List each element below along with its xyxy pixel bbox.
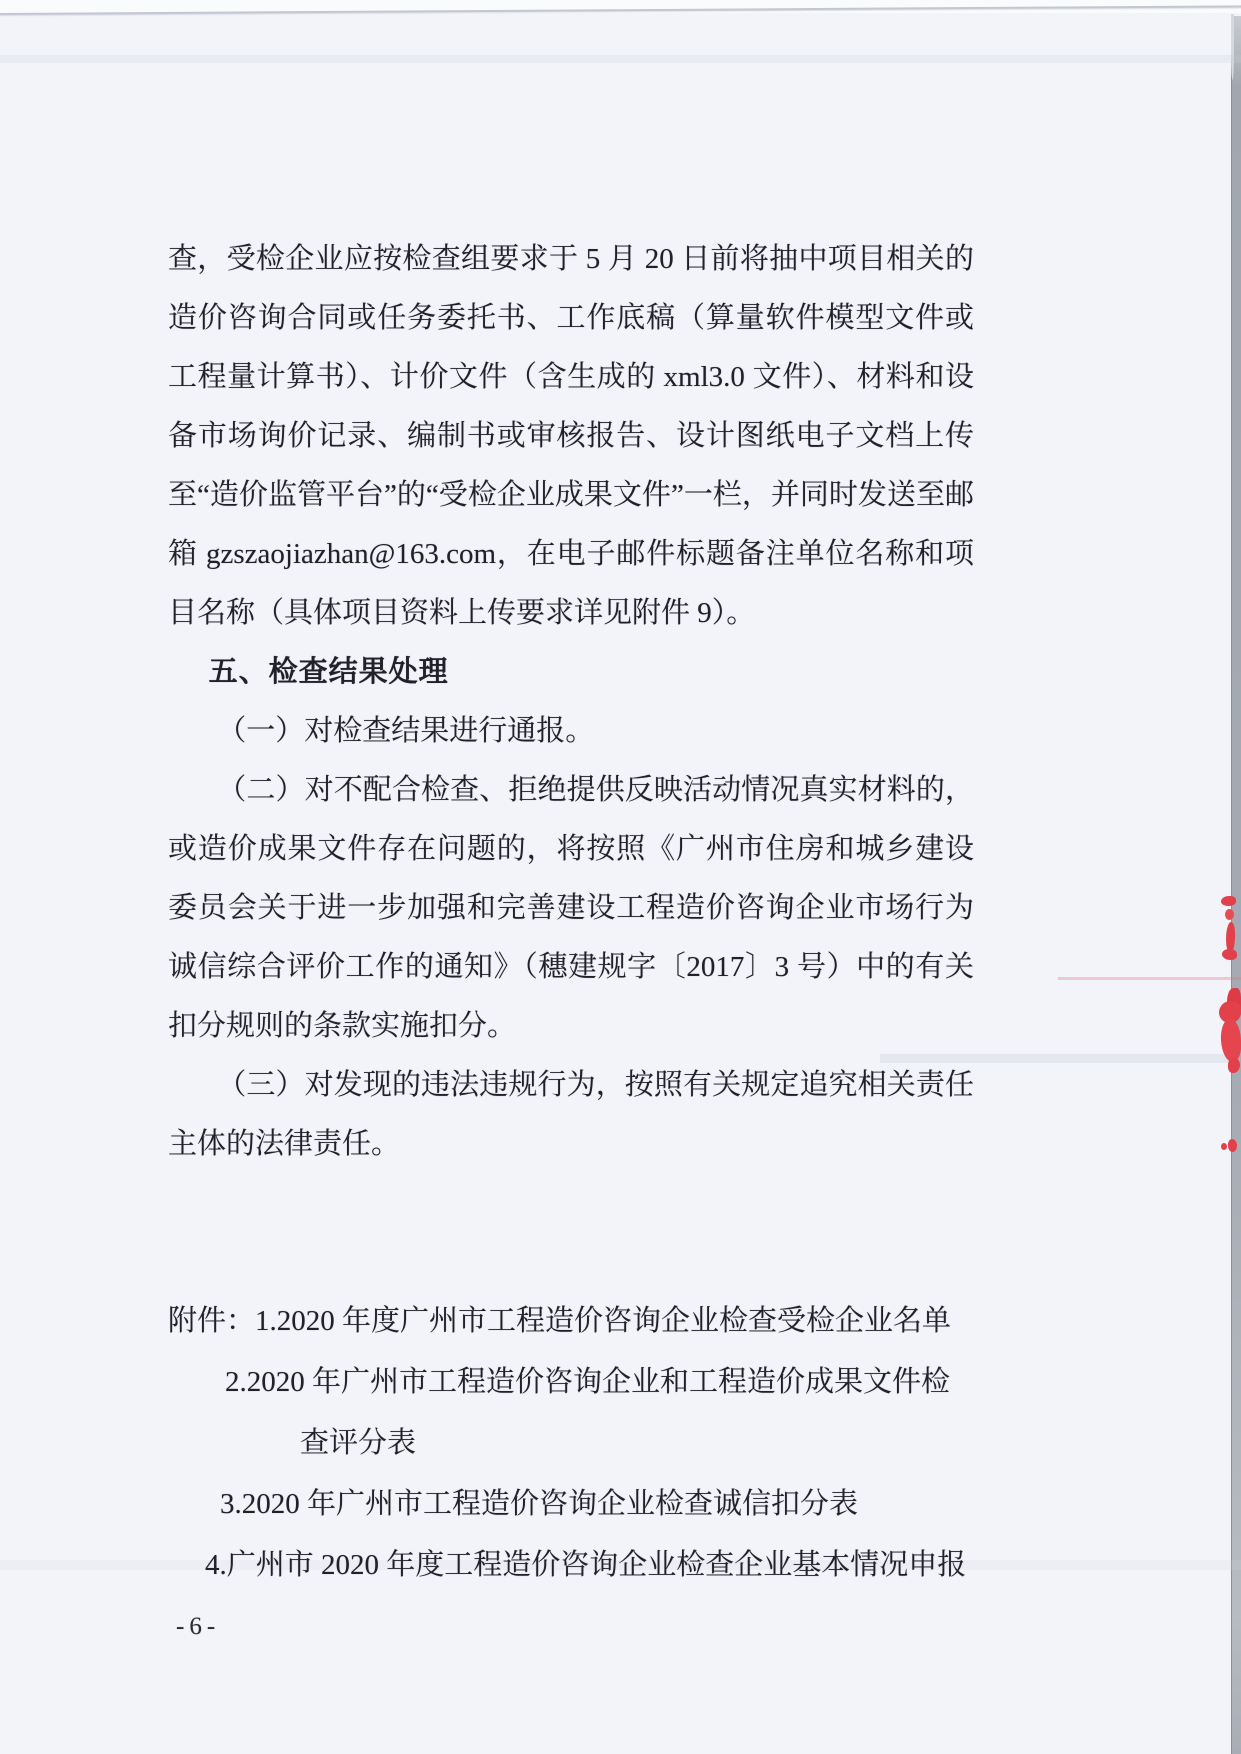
red-stamp-fragment bbox=[1221, 1143, 1227, 1150]
scan-paper-corner bbox=[1231, 14, 1234, 80]
paragraph-continuation: 查，受检企业应按检查组要求于 5 月 20 日前将抽中项目相关的造价咨询合同或任务委托书、工作底稿（算量软件模型文件或工程量计算书）、计价文件（含生成的 xml3.0 文件）、材料和设备市场询价记录、编制书或审核报告、设计图纸电子文档上传至“造价监管平台”的“受检企业成果文件”一栏，并同时发送至邮箱 gzszaojiazhan@163.com，在电子邮件标题备注单位名称和项目名称（具体项目资料上传要求详见附件 9）。 bbox=[168, 243, 974, 629]
scan-right-edge-strip bbox=[1231, 16, 1241, 1754]
paragraph-item-2: （二）对不配合检查、拒绝提供反映活动情况真实材料的，或造价成果文件存在问题的，将按照《广州市住房和城乡建设委员会关于进一步加强和完善建设工程造价咨询企业市场行为诚信综合评价工作的通知》（穗建规字〔2017〕3 号）中的有关扣分规则的条款实施扣分。 bbox=[168, 774, 974, 1042]
attachment-line-continuation: 查评分表 bbox=[300, 1427, 417, 1459]
scan-band bbox=[0, 55, 1241, 63]
paragraph-item-3: （三）对发现的违法违规行为，按照有关规定追究相关责任主体的法律责任。 bbox=[168, 1069, 974, 1160]
attachment-line: 2.2020 年广州市工程造价咨询企业和工程造价成果文件检 bbox=[225, 1366, 951, 1398]
section-heading: 五、检查结果处理 bbox=[208, 656, 449, 688]
page-number: -6- bbox=[176, 1613, 221, 1640]
attachment-line: 附件：1.2020 年度广州市工程造价咨询企业检查受检企业名单 bbox=[168, 1305, 952, 1337]
red-stamp-fragment bbox=[1228, 1139, 1237, 1152]
paragraph-item-1: （一）对检查结果进行通报。 bbox=[217, 715, 595, 747]
red-stamp-fragment bbox=[1225, 909, 1234, 920]
attachment-line: 4.广州市 2020 年度工程造价咨询企业检查企业基本情况申报 bbox=[205, 1549, 967, 1581]
red-stamp-fragment bbox=[1221, 896, 1236, 906]
attachments-list bbox=[168, 1291, 974, 1596]
red-stamp-fragment bbox=[1222, 949, 1237, 960]
scan-pink-streak bbox=[1058, 977, 1241, 980]
attachment-line: 3.2020 年广州市工程造价咨询企业检查诚信扣分表 bbox=[220, 1488, 859, 1520]
document-body bbox=[168, 230, 974, 1596]
